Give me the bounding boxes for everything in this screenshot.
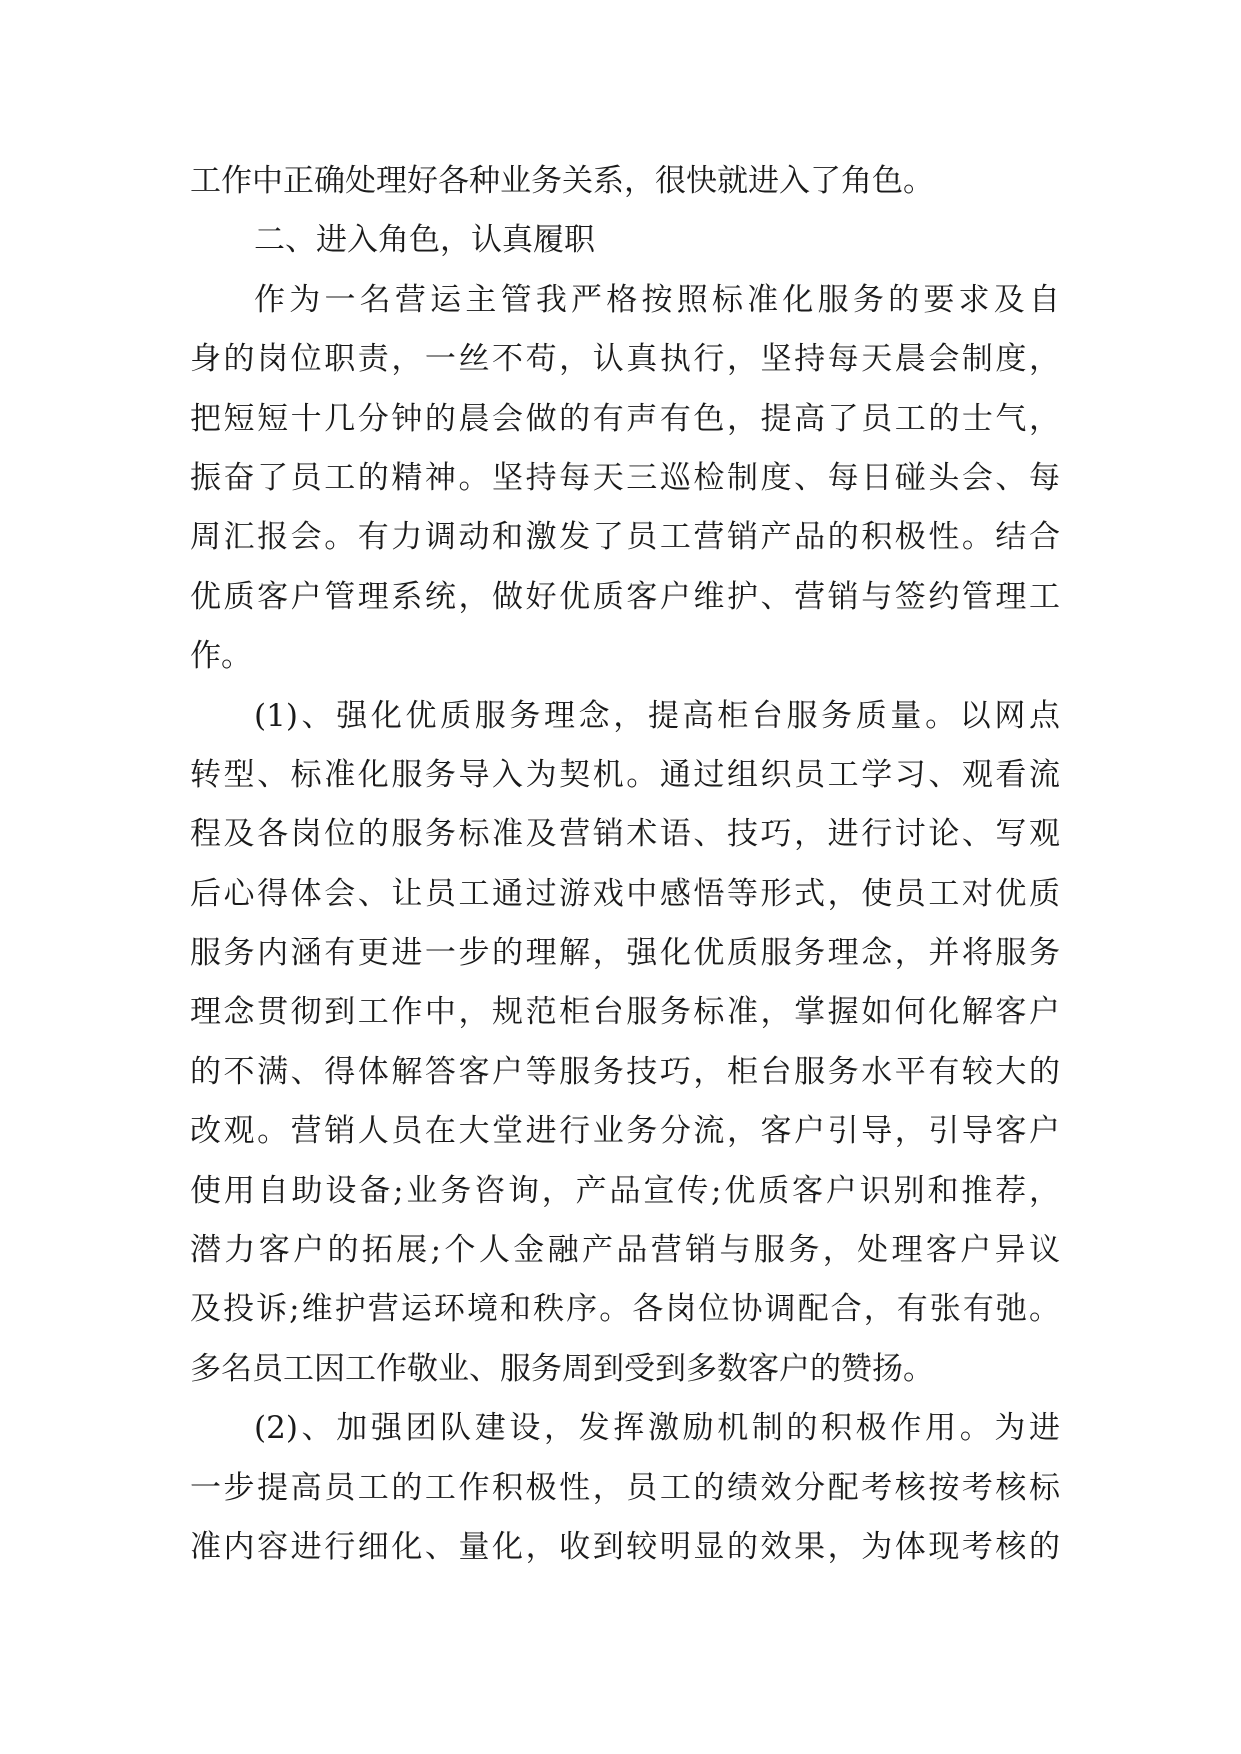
- text-line: 服务内涵有更进一步的理解，强化优质服务理念，并将服务: [190, 935, 1060, 972]
- text-line: 作。: [190, 638, 252, 675]
- text-line: 作为一名营运主管我严格按照标准化服务的要求及自: [254, 281, 1060, 318]
- text-line: 把短短十几分钟的晨会做的有声有色，提高了员工的士气，: [190, 400, 1060, 437]
- text-line: 理念贯彻到工作中，规范柜台服务标准，掌握如何化解客户: [190, 994, 1060, 1031]
- text-line: 工作中正确处理好各种业务关系，很快就进入了角色。: [190, 163, 934, 199]
- document-body: [190, 152, 1060, 1577]
- text-line: 振奋了员工的精神。坚持每天三巡检制度、每日碰头会、每: [190, 459, 1060, 496]
- text-line: 潜力客户的拓展;个人金融产品营销与服务，处理客户异议: [190, 1232, 1060, 1269]
- text-line: 及投诉;维护营运环境和秩序。各岗位协调配合，有张有弛。: [190, 1291, 1060, 1328]
- text-line: 使用自助设备;业务咨询，产品宣传;优质客户识别和推荐，: [190, 1172, 1060, 1209]
- text-line: 身的岗位职责，一丝不苟，认真执行，坚持每天晨会制度，: [190, 341, 1060, 378]
- text-line: 周汇报会。有力调动和激发了员工营销产品的积极性。结合: [190, 519, 1060, 556]
- text-line: 程及各岗位的服务标准及营销术语、技巧，进行讨论、写观: [190, 816, 1060, 853]
- text-line: 改观。营销人员在大堂进行业务分流，客户引导，引导客户: [190, 1113, 1060, 1150]
- text-line: 转型、标准化服务导入为契机。通过组织员工学习、观看流: [190, 756, 1060, 793]
- text-line: 后心得体会、让员工通过游戏中感悟等形式，使员工对优质: [190, 875, 1060, 912]
- text-line: (2)、加强团队建设，发挥激励机制的积极作用。为进: [254, 1410, 1060, 1447]
- text-line: 多名员工因工作敬业、服务周到受到多数客户的赞扬。: [190, 1350, 934, 1387]
- text-line: 准内容进行细化、量化，收到较明显的效果，为体现考核的: [190, 1528, 1060, 1565]
- text-line: 二、进入角色，认真履职: [254, 222, 595, 259]
- text-line: 的不满、得体解答客户等服务技巧，柜台服务水平有较大的: [190, 1053, 1060, 1090]
- text-line: 优质客户管理系统，做好优质客户维护、营销与签约管理工: [190, 578, 1060, 615]
- text-line: 一步提高员工的工作积极性，员工的绩效分配考核按考核标: [190, 1469, 1060, 1506]
- text-line: (1)、强化优质服务理念，提高柜台服务质量。以网点: [254, 697, 1060, 734]
